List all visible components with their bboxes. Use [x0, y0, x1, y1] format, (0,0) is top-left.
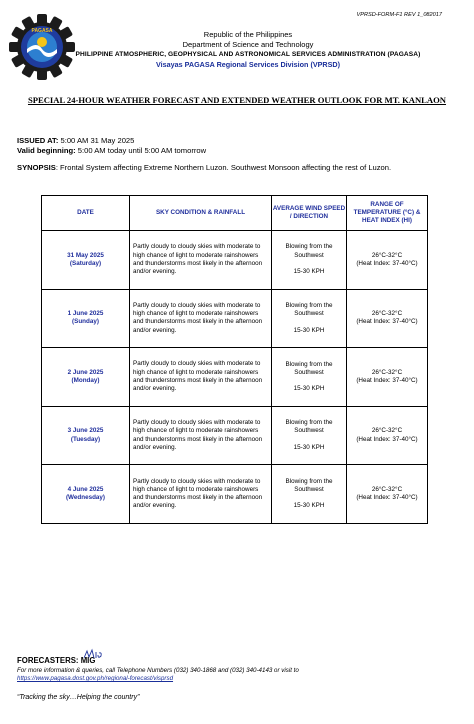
temp-cell: [347, 231, 428, 290]
wind-speed: 15-30 KPH: [293, 443, 325, 451]
wind-cell: [272, 289, 347, 348]
issued-value: 5:00 AM 31 May 2025: [60, 136, 135, 145]
sky-cell: Partly cloudy to cloudy skies with moderate to high chance of light to moderate rainshowers and thunderstorms most likely in the afternoon and/or evening.: [130, 406, 272, 465]
forecaster-name: MIG: [80, 656, 96, 665]
heat-index: (Heat Index: 37-40°C): [356, 494, 418, 502]
date-cell: [42, 289, 130, 348]
table-row: [42, 289, 428, 348]
issued-label: ISSUED AT:: [17, 136, 59, 145]
wind-cell: [272, 231, 347, 290]
department-text: Department of Science and Technology: [182, 40, 314, 49]
sky-cell: Partly cloudy to cloudy skies with moderate to high chance of light to moderate rainshowers and thunderstorms most likely in the afternoon and/or evening.: [130, 348, 272, 407]
table-header-row: [42, 196, 428, 231]
contact-info: [17, 667, 299, 683]
wind-direction: Blowing from the Southwest: [285, 243, 333, 259]
sky-cell: Partly cloudy to cloudy skies with moderate to high chance of light to moderate rainshowers and thunderstorms most likely in the afternoon and/or evening.: [130, 465, 272, 524]
day-text: (Tuesday): [70, 435, 101, 443]
valid-value: 5:00 AM today until 5:00 AM tomorrow: [77, 145, 207, 155]
agency-header: [40, 30, 456, 70]
day-text: (Saturday): [69, 259, 102, 267]
date-header: DATE: [42, 196, 130, 231]
temp-cell: [347, 289, 428, 348]
forecasters-label: FORECASTERS:: [17, 656, 79, 665]
wind-direction: Blowing from the Southwest: [285, 360, 333, 376]
temp-range: 26°C-32°C: [371, 368, 403, 376]
date-cell: [42, 406, 130, 465]
temp-header: RANGE OF TEMPERATURE (°C) & HEAT INDEX (HI): [347, 196, 428, 231]
day-text: (Wednesday): [65, 494, 106, 502]
heat-index: (Heat Index: 37-40°C): [356, 376, 418, 384]
date-text: 2 June 2025: [67, 368, 104, 376]
agency-name: PHILIPPINE ATMOSPHERIC, GEOPHYSICAL AND ASTRONOMICAL SERVICES ADMINISTRATION (PAGASA): [75, 51, 421, 58]
website-link[interactable]: https://www.pagasa.dost.gov.ph/regional-forecast/visprsd: [17, 675, 174, 682]
date-text: 1 June 2025: [67, 310, 104, 318]
table-row: [42, 231, 428, 290]
table-row: [42, 348, 428, 407]
wind-cell: [272, 348, 347, 407]
temp-cell: [347, 406, 428, 465]
tagline: “Tracking the sky…Helping the country”: [17, 694, 140, 701]
temp-range: 26°C-32°C: [371, 310, 403, 318]
temp-range: 26°C-32°C: [371, 485, 403, 493]
date-cell: [42, 348, 130, 407]
temp-cell: [347, 465, 428, 524]
heat-index: (Heat Index: 37-40°C): [356, 259, 418, 267]
wind-direction: Blowing from the Southwest: [285, 419, 333, 435]
valid-label: Valid beginning:: [17, 145, 76, 155]
date-text: 3 June 2025: [67, 427, 104, 435]
heat-index: (Heat Index: 37-40°C): [356, 435, 418, 443]
date-text: 4 June 2025: [67, 485, 104, 493]
wind-speed: 15-30 KPH: [293, 326, 325, 334]
synopsis-label: SYNOPSIS: [17, 163, 56, 172]
date-cell: [42, 231, 130, 290]
temp-range: 26°C-32°C: [371, 427, 403, 435]
day-text: (Sunday): [72, 318, 99, 326]
contact-text: For more information & queries, call Telephone Numbers (032) 340-1868 and (032) 340-4143 or visit to: [17, 667, 299, 674]
temp-range: 26°C-32°C: [371, 251, 403, 259]
wind-speed: 15-30 KPH: [293, 502, 325, 510]
date-text: 31 May 2025: [67, 251, 104, 259]
table-row: [42, 465, 428, 524]
forecasters-line: [17, 656, 95, 665]
table-row: [42, 406, 428, 465]
wind-direction: Blowing from the Southwest: [285, 477, 333, 494]
wind-speed: 15-30 KPH: [293, 267, 325, 275]
republic-text: Republic of the Philippines: [203, 30, 293, 39]
svg-text:PAGASA: PAGASA: [31, 28, 53, 34]
day-text: (Monday): [71, 376, 100, 384]
heat-index: (Heat Index: 37-40°C): [356, 318, 418, 326]
wind-header: AVERAGE WIND SPEED / DIRECTION: [272, 196, 347, 231]
issued-block: [17, 136, 206, 155]
sky-header: SKY CONDITION & RAINFALL: [130, 196, 272, 231]
synopsis-text: : Frontal System affecting Extreme Northern Luzon. Southwest Monsoon affecting the rest of Luzon.: [55, 163, 392, 172]
forecast-table: [41, 195, 428, 524]
document-title: SPECIAL 24-HOUR WEATHER FORECAST AND EXTENDED WEATHER OUTLOOK FOR MT. KANLAON: [27, 95, 447, 105]
wind-cell: [272, 465, 347, 524]
temp-cell: [347, 348, 428, 407]
sky-cell: Partly cloudy to cloudy skies with moderate to high chance of light to moderate rainshowers and thunderstorms most likely in the afternoon and/or evening.: [130, 231, 272, 290]
date-cell: [42, 465, 130, 524]
sky-cell: Partly cloudy to cloudy skies with moderate to high chance of light to moderate rainshowers and thunderstorms most likely in the afternoon and/or evening.: [130, 289, 272, 348]
form-code: VPRSD-FORM-F1 REV 1_082017: [356, 12, 442, 18]
synopsis: [17, 163, 391, 173]
division-name: Visayas PAGASA Regional Services Division (VPRSD): [155, 60, 340, 69]
wind-cell: [272, 406, 347, 465]
wind-speed: 15-30 KPH: [293, 385, 325, 393]
wind-direction: Blowing from the Southwest: [285, 301, 333, 318]
signature-mark: [83, 648, 103, 660]
